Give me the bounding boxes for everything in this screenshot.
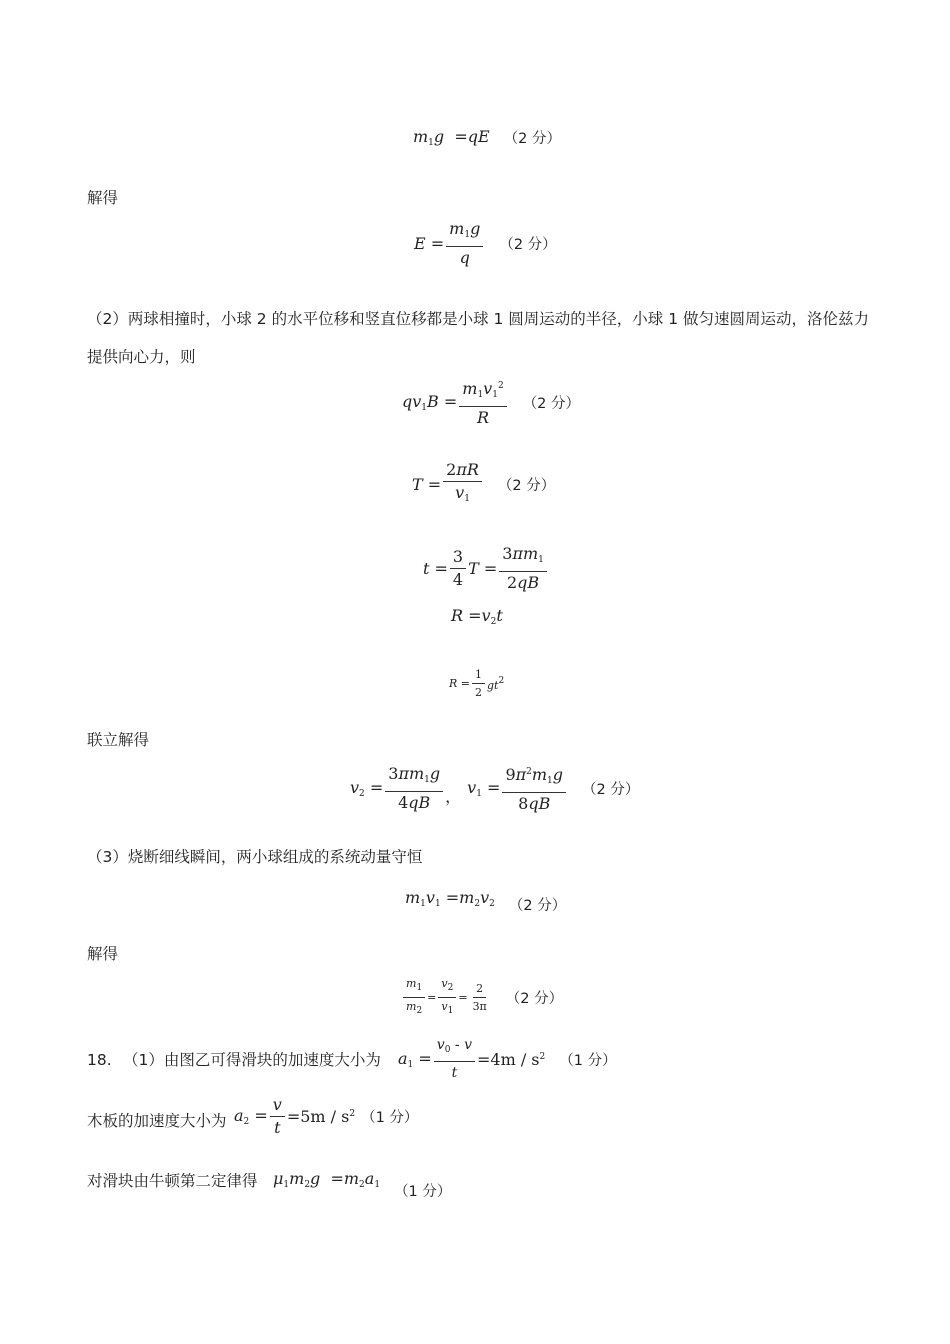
equation-mass-ratio: $\frac{m_1}{m_2}$ = $\frac{v_2}{v_1}$ = $\frac{2}{3\pi}$ （2 分）: [401, 977, 563, 1018]
score-label: （2 分）: [522, 395, 581, 412]
label-lianli-jiede: 联立解得: [87, 731, 150, 749]
equation-time: t = $\frac{3}{4}$ T = $\frac{3\pi m_1}{2qB}$: [423, 545, 549, 592]
score-label: （2 分）: [497, 478, 556, 494]
question-18-line-3: 对滑块由牛顿第二定律得: [87, 1172, 258, 1190]
score-label: （2 分）: [505, 991, 564, 1007]
equation-board-acceleration: $a_2$ = $\frac{v}{t}$ $=5m / s^2$ （1 分）: [234, 1095, 419, 1137]
label-jiede-2: 解得: [87, 945, 119, 963]
equation-velocities: $v_2$ = $\frac{3\pi m_1g}{4qB}$ ， $v_1$ = $\frac{9\pi^2m_1g}{8qB}$ （2 分）: [350, 763, 640, 813]
equation-newton-second-law: $\mu_1m_2g =m_2a_1$ （1 分）: [273, 1169, 452, 1200]
paragraph-part-3: （3）烧断细线瞬间，两小球组成的系统动量守恒: [87, 848, 423, 866]
equation-horizontal-displacement: $R =v_2t$: [451, 606, 503, 627]
separator-comma: ，: [445, 786, 462, 806]
equation-slider-acceleration: $a_1$ = $\frac{v_0 - v}{t}$ $=4m / s^2$ （1 分）: [398, 1037, 617, 1081]
score-label: （2 分）: [503, 131, 561, 147]
score-label: （2 分）: [508, 898, 567, 914]
equation-lorentz-force: $qv_1B$ = $\frac{m_1v_1^2}{R}$ （2 分）: [402, 379, 581, 427]
score-label: （1 分）: [361, 1110, 419, 1126]
question-18-number: 18.: [87, 1051, 112, 1069]
score-label: （2 分）: [499, 237, 557, 253]
equation-period: T = $\frac{2\pi R}{v_1}$ （2 分）: [412, 460, 556, 504]
equation-gravity-balance: $m_1g =qE$ （2 分）: [413, 127, 561, 148]
equation-momentum-conservation: $m_1v_1 =m_2v_2$ （2 分）: [405, 888, 567, 914]
score-label: （2 分）: [582, 781, 640, 798]
question-18-line-2: 木板的加速度大小为: [87, 1112, 227, 1130]
score-label: （1 分）: [394, 1184, 452, 1200]
label-jiede-1: 解得: [87, 189, 119, 207]
equation-field-strength: E = $\frac{m_1g}{q}$ （2 分）: [414, 219, 557, 267]
question-18-line-1: （1）由图乙可得滑块的加速度大小为: [123, 1051, 381, 1069]
equation-vertical-displacement: R = $\frac{1}{2}$ $gt^2$: [449, 668, 505, 699]
paragraph-part-2: （2）两球相撞时，小球 2 的水平位移和竖直位移都是小球 1 圆周运动的半径，小球 1 做匀速圆周运动，洛伦兹力提供向心力，则: [87, 310, 870, 366]
score-label: （1 分）: [559, 1052, 617, 1069]
